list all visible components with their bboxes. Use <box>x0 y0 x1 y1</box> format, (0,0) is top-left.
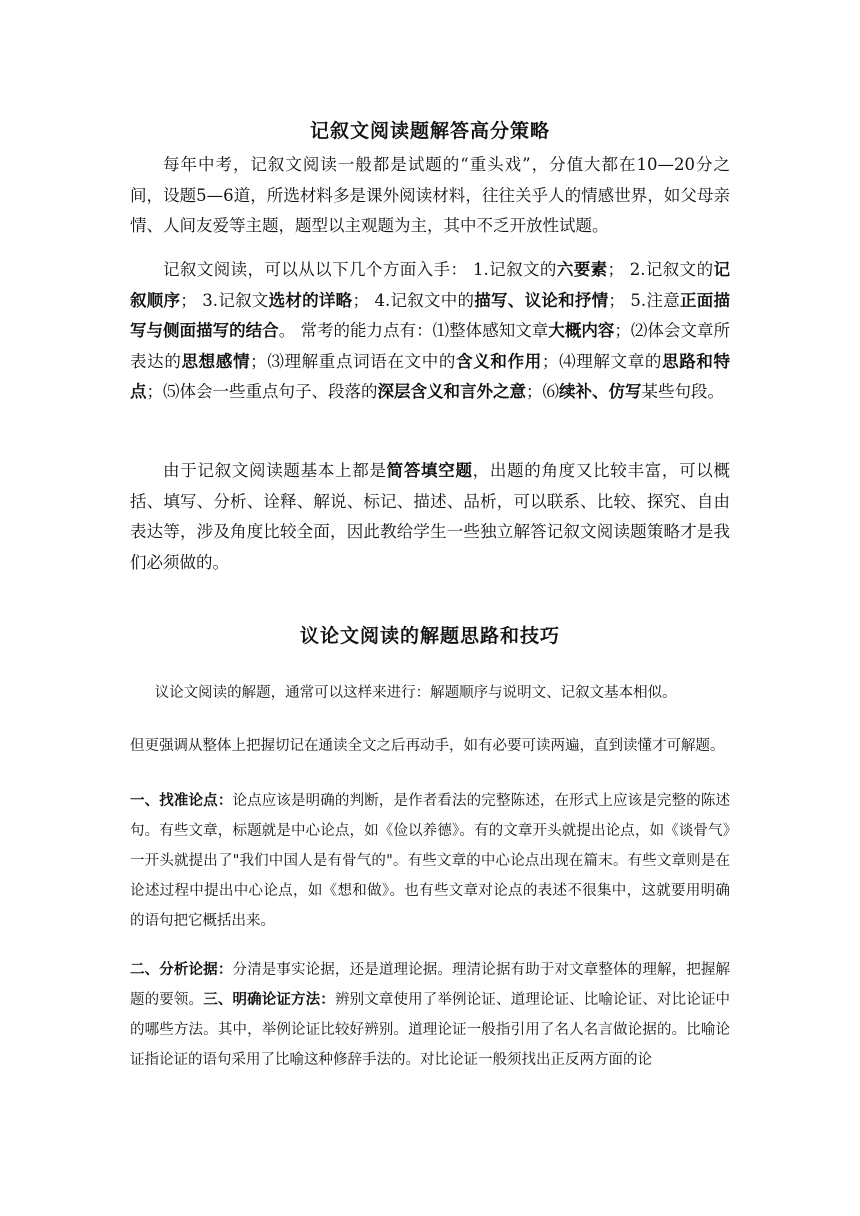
text-run: 由于记叙文阅读题基本上都是 <box>163 461 387 480</box>
section1-paragraph-3 <box>130 456 730 578</box>
text-run: ，出题的角度又比较丰富，可以概括、填写、分析、诠释、解说、标记、描述、品析，可以联系、比较、探究、自由表达等，涉及角度比较全面，因此教给学生一些独立解答记叙文阅读题策略才是我们必须做的。 <box>130 461 730 572</box>
bold-run: 记叙顺序 <box>130 260 730 310</box>
text-run: ；⑶理解重点词语在文中的 <box>250 351 457 371</box>
bold-run: 思路和特点 <box>130 351 731 401</box>
point-text: 辨别文章使用了举例论证、道理论证、比喻论证、对比论证中的哪些方法。其中，举例论证比较好辨别。道理论证一般指引用了名人名言做论据的。比喻论证指论证的语句采用了比喻这种修辞手法的。对比论证一般须找出正反两方面的论 <box>130 992 731 1068</box>
bold-run: 含义和作用 <box>456 351 542 371</box>
point-label: 一、找准论点： <box>130 792 233 809</box>
bold-run: 简答填空题 <box>386 461 473 480</box>
section1-paragraph-1: 每年中考，记叙文阅读一般都是试题的“重头戏”，分值大都在10—20分之间，设题5—6道，所选材料多是课外阅读材料，往往关乎人的情感世界，如父母亲情、人间友爱等主题，题型以主观题为主，其中不乏开放性试题。 <box>130 155 730 235</box>
text-run: ；⑷理解文章的 <box>541 351 663 371</box>
bold-run: 选材的详略 <box>268 290 353 310</box>
bold-run: 思想感情 <box>181 351 251 371</box>
section2-title: 议论文阅读的解题思路和技巧 <box>299 625 560 647</box>
text-run: 记叙文阅读，可以从以下几个方面入手： 1.记叙文的 <box>163 260 557 279</box>
section1-paragraph-2 <box>130 255 730 408</box>
bold-run: 大概内容 <box>548 321 615 340</box>
bold-run: 正面描写与侧面描写的结合 <box>130 290 730 340</box>
text-run: ；⑵体会文章所表达的 <box>130 321 731 371</box>
point-label: 二、分析论据： <box>130 961 233 978</box>
point-label: 三、明确论证方法： <box>203 991 335 1008</box>
text-run: ；⑹ <box>526 382 559 401</box>
bold-run: 续补、仿写 <box>559 382 642 401</box>
text-run: ； 5.注意 <box>608 290 680 310</box>
bold-run: 六要素 <box>556 260 608 279</box>
bold-run: 描写、议论和抒情 <box>474 290 609 310</box>
point-text: 分清是事实论据，还是道理论据。理清论据有助于对文章整体的理解，把握解题的要领。 <box>130 962 731 1008</box>
section2-intro-2: 但更强调从整体上把握切记在通读全文之后再动手，如有必要可读两遍，直到读懂才可解题。 <box>130 738 725 754</box>
point-text: 论点应该是明确的判断，是作者看法的完整陈述，在形式上应该是完整的陈述句。有些文章，标题就是中心论点，如《俭以养德》。有的文章开头就提出论点，如《谈骨气》一开头就提出了"我们中国人是有骨气的"。有些文章的中心论点出现在篇末。有些文章则是在论述过程中提出中心论点，如《想和做》。也有些文章对论点的表述不很集中，这就要用明确的语句把它概括出来。 <box>130 793 731 929</box>
bold-run: 深层含义和言外之意 <box>377 382 526 401</box>
text-run: ； 4.记叙文中的 <box>352 290 475 310</box>
text-run: ； 2.记叙文的 <box>607 260 714 279</box>
text-run: ；⑸体会一些重点句子、段落的 <box>146 382 378 401</box>
section2-point-1 <box>130 786 730 936</box>
text-run: 。 常考的能力点有：⑴整体感知文章 <box>278 321 549 340</box>
section1-title: 记叙文阅读题解答高分策略 <box>309 120 550 142</box>
text-run: ； 3.记叙文 <box>180 290 269 310</box>
section2-intro-1: 议论文阅读的解题，通常可以这样来进行：解题顺序与说明文、记叙文基本相似。 <box>154 685 677 701</box>
section2-point-2 <box>130 955 730 1075</box>
text-run: 某些句段。 <box>641 382 724 401</box>
